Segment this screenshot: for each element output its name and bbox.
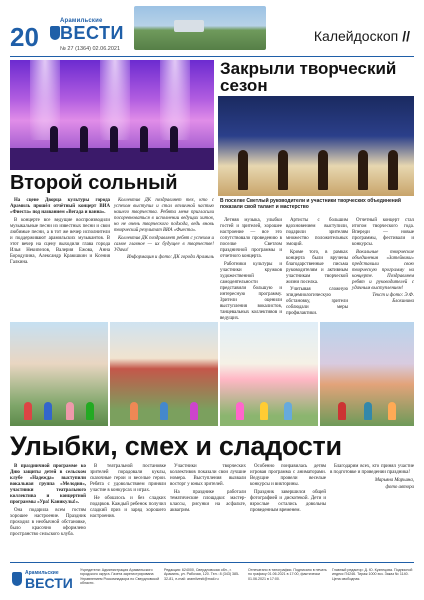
issue-number: № 27 (1364) 02.06.2021	[60, 46, 121, 52]
smiles-paragraph: Особенно понравилась детям игровая программа с аниматорами. Ведущие провели веселые конкурсы и викторины.	[250, 464, 326, 487]
smiles-credit-photo: фото автора	[385, 485, 414, 490]
smiles-paragraph: Благодарим всех, кто принял участие в подготовке и проведении праздника!	[330, 464, 414, 475]
footer-logo-small: Арамильские	[25, 570, 59, 576]
crest-icon	[50, 26, 60, 40]
page-footer	[0, 562, 424, 600]
header-banner-photo	[134, 6, 266, 50]
solo-paragraph: Коллектив ДК поздравляет ребят с успехом и самое главное — их будущее в творчестве! Удачи!	[114, 235, 214, 253]
kids-photo-2	[110, 322, 218, 426]
season-article-col1	[220, 218, 282, 321]
smiles-lead: В праздничной программе ко Дню защиты детей в сельском клубе «Надежда» выступили вокальная группа «Мелодия», участники театрального коллектива и концертной программы «Ура! Каникулы!».	[10, 464, 86, 505]
smiles-credit-author: Марьяна Марьина,	[374, 477, 414, 483]
season-paragraph: Вокальные творческие объединения «Затейники» представили свою творческую программу на концерте. Поздравляем ребят и руководителей с удачным выступлением!	[352, 249, 414, 291]
season-photo-caption: В поселке Светлый руководители и участники творческих объединений показали свой талант и мастерство	[220, 198, 401, 210]
footer-logo-main: ВЕСТИ	[25, 575, 73, 591]
footer-divider	[10, 562, 414, 563]
season-paragraph: Артисты с большим вдохновением выступили, подарили зрителям множество положительных эмоций.	[286, 218, 348, 247]
smiles-article-col4	[250, 464, 326, 560]
season-article-col3	[352, 218, 414, 318]
season-credit: Текст и фото: Э.Ф. Блохинина	[372, 293, 414, 304]
season-paragraph: Отчетный концерт стал итогом творческого года. Впереди — новые программы, фестивали и конкурсы.	[352, 218, 414, 247]
section-name: Калейдоскоп	[313, 28, 399, 44]
season-headline: Закрыли творческий сезон	[220, 59, 397, 95]
footer-editorial-address: Редакция: 624000, Свердловская обл., г. Арамиль, ул. Рабочая, 120. Тел.: 8 (343) 385-32-81, e-mail: aramilvesti@mail.ru	[164, 568, 240, 581]
solo-credit: Информация и фото: ДК города Арамиль	[126, 255, 214, 260]
section-title	[314, 28, 410, 44]
logo-small-text: Арамильские	[60, 18, 103, 24]
footer-founders: Учредители: Администрация Арамильского городского округа. Газета зарегистрирована Управлением Роскомнадзора по Свердловской области.	[80, 568, 160, 586]
footer-logo	[12, 568, 74, 594]
page-header	[0, 0, 424, 56]
solo-article-col1	[10, 198, 110, 318]
smiles-headline: Улыбки, смех и сладости	[10, 431, 342, 461]
solo-headline: Второй сольный	[10, 172, 178, 194]
kids-photo-3	[220, 322, 318, 426]
crest-icon	[12, 572, 22, 586]
smiles-article-col5	[330, 464, 414, 560]
band-performance-photo	[218, 96, 414, 196]
smiles-paragraph: Не обошлось и без сладких подарков. Каждый ребенок получил сладкий приз и заряд хорошего настроения.	[90, 495, 166, 519]
solo-lead: На сцене Дворца культуры города Арамиль прошёл отчётный концерт ВИА «Фиеста» под названием «Вегада и ванна».	[10, 198, 110, 215]
solo-paragraph: Коллектив ДК поздравляет тех, кто с успехом выступил и стал отличной частью нашего творчества. Ребята меня пригласили посоревноваться в исполнении ведущих хитов, но не очень творческого подхода, ведь вновь творческий результат ВИА «Фиеста».	[114, 198, 214, 233]
concert-stage-photo	[10, 60, 214, 170]
section-mark: //	[402, 28, 410, 44]
smiles-paragraph: Она подарила всем гостям хорошее настроение. Праздник проходил в необычной обстановке, было красочно оформлено пространство сельского клуба.	[10, 507, 86, 537]
smiles-paragraph: В театральной постановке зрителей порадовали куклы, сказочные герои и веселые герои. Ребята с удовольствием приняли участие в конкурсах и играх.	[90, 464, 166, 493]
kids-photo-4	[320, 322, 414, 426]
smiles-paragraph: Праздник завершился общей фотографией и дискотекой. Дети и взрослые остались довольны проведенным временем.	[250, 489, 326, 513]
smiles-paragraph: Участники творческих коллективов показали свои лучшие номера. Выступления вызвали восторг у юных зрителей.	[170, 464, 246, 487]
solo-paragraph: В концерте все ведущие воспроизводили музыкальные песни из известных песни и свои любимые песни, а в тот же вечер исполнители и поддерживают арамильских музыкантов. В этот вечер на сцену выходили глава города Илья Некипелов, Валерия Ежова, Анна Бородулина, Александр Краюшкин и Ксения Галкина.	[10, 217, 110, 265]
smiles-paragraph: На празднике работали тематические площадки: мастер-классы, рисунки на асфальте, аквагрим.	[170, 489, 246, 513]
solo-article-col2	[114, 198, 214, 318]
season-article-col2	[286, 218, 348, 318]
season-paragraph: Работники культуры и участники кружков художественной самодеятельности представили большую и интересную программу. Зрители оценили выступления вокалистов, танцевальных коллективов и ведущих.	[220, 261, 282, 321]
kids-photo-1	[10, 322, 108, 426]
smiles-article-col2	[90, 464, 166, 560]
header-divider	[10, 56, 414, 57]
season-paragraph: Учитывая сложную эпидемиологическую обстановку, зрители соблюдали меры профилактики.	[286, 287, 348, 316]
logo-main-text: ВЕСТИ	[60, 23, 124, 43]
page-number: 20	[10, 22, 39, 52]
season-paragraph: Кроме того, в рамках концерта были вручены благодарственные письма руководителям и активным участникам творческой жизни поселка.	[286, 249, 348, 285]
smiles-article-col3	[170, 464, 246, 560]
footer-editor-info: Главный редактор: Д. Ю. Кузнецова. Подписной индекс П4246. Тираж 1000 экз. Заказ № 1140. Цена свободная.	[332, 568, 413, 581]
season-paragraph: Летняя музыка, улыбки гостей и зрителей, хорошее настроение — все это сопутствовало проведению в поселке Светлом праздничной программы и отчетного концерта.	[220, 218, 282, 259]
footer-print-info: Отпечатано в типографии. Подписано в печать по графику 01.06.2021 в 17:00, фактически 01.06.2021 в 17:00.	[248, 568, 327, 581]
smiles-article-col1	[10, 464, 86, 560]
